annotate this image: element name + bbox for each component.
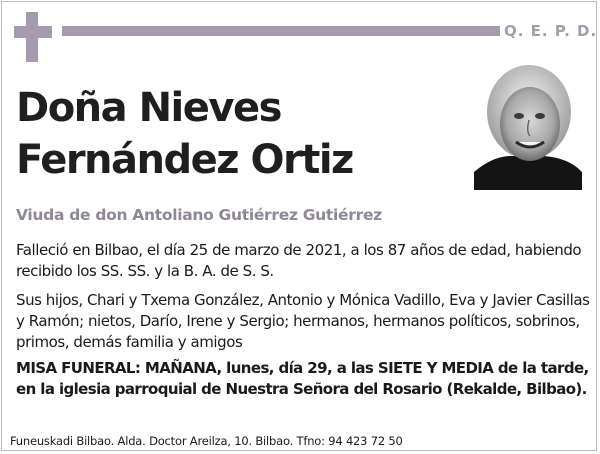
family-mourners: Sus hijos, Chari y Txema González, Antonio y Mónica Vadillo, Eva y Javier Casillas y Ramón; nietos, Darío, Irene y Sergio; hermanos, hermanos políticos, sobrinos, primos, demás familia y amigos — [16, 291, 590, 351]
cross-icon — [14, 12, 52, 62]
deceased-name — [16, 82, 353, 186]
funeral-home-footer: Funeuskadi Bilbao. Alda. Doctor Areilza, 10. Bilbao. Tfno: 94 423 72 50 — [10, 434, 403, 448]
header-rule — [62, 26, 500, 36]
name-line-2: Fernández Ortiz — [16, 137, 353, 183]
qepd-label: Q. E. P. D. — [504, 22, 598, 40]
widow-subtitle: Viuda de don Antoliano Gutiérrez Gutiérrez — [16, 206, 382, 224]
name-line-1: Doña Nieves — [16, 85, 281, 131]
death-announcement: Falleció en Bilbao, el día 25 de marzo de 2021, a los 87 años de edad, habiendo recibido los SS. SS. y la B. A. de S. S. — [16, 241, 582, 280]
portrait-photo — [474, 60, 582, 190]
funeral-mass-notice: MISA FUNERAL: MAÑANA, lunes, día 29, a las SIETE Y MEDIA de la tarde, en la iglesia parroquial de Nuestra Señora del Rosario (Rekalde, Bilbao). — [16, 359, 589, 398]
obituary-card — [1, 1, 597, 451]
